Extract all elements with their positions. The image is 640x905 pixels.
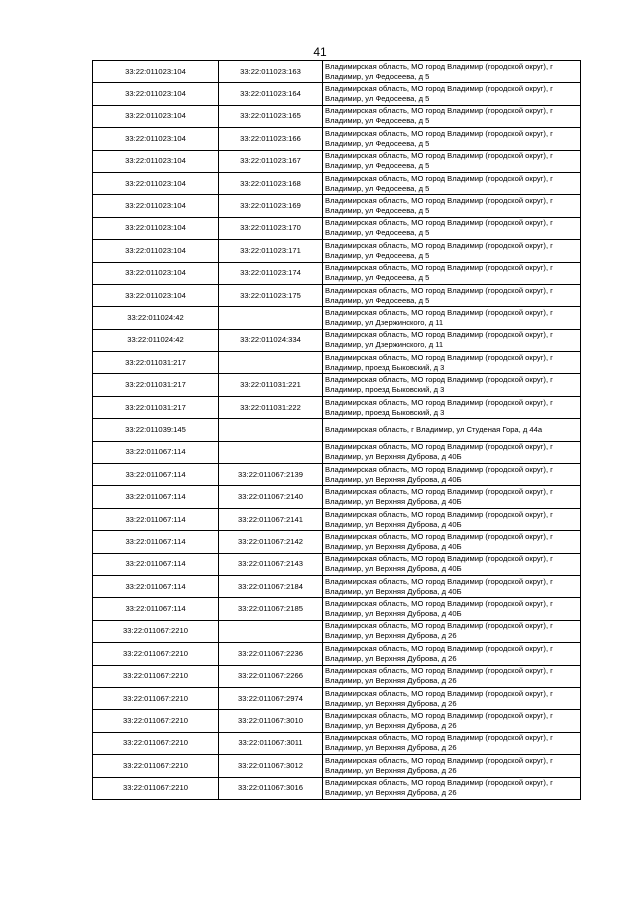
address-cell: Владимирская область, МО город Владимир (городской округ), г Владимир, ул Федосеева, д 5: [323, 83, 581, 105]
parcel-number-cell: 33:22:011067:2210: [93, 777, 219, 799]
address-cell: Владимирская область, МО город Владимир (городской округ), г Владимир, ул Федосеева, д 5: [323, 172, 581, 194]
parcel-number-cell: 33:22:011067:2210: [93, 665, 219, 687]
object-number-cell: 33:22:011067:2974: [219, 687, 323, 709]
parcel-number-cell: 33:22:011023:104: [93, 150, 219, 172]
object-number-cell: 33:22:011067:3011: [219, 732, 323, 754]
table-row: [93, 419, 581, 441]
object-number-cell: 33:22:011067:2184: [219, 575, 323, 597]
parcel-number-cell: 33:22:011067:114: [93, 598, 219, 620]
object-number-cell: 33:22:011067:2236: [219, 643, 323, 665]
table-row: [93, 643, 581, 665]
object-number-cell: 33:22:011023:171: [219, 240, 323, 262]
object-number-cell: [219, 307, 323, 329]
address-cell: Владимирская область, МО город Владимир (городской округ), г Владимир, ул Верхняя Дуброва, д 40Б: [323, 508, 581, 530]
table-row: [93, 262, 581, 284]
table-row: [93, 575, 581, 597]
object-number-cell: 33:22:011067:2140: [219, 486, 323, 508]
table-row: [93, 486, 581, 508]
address-cell: Владимирская область, МО город Владимир (городской округ), г Владимир, проезд Быковский, д 3: [323, 352, 581, 374]
address-cell: Владимирская область, МО город Владимир (городской округ), г Владимир, ул Верхняя Дуброва, д 40Б: [323, 575, 581, 597]
object-number-cell: 33:22:011024:334: [219, 329, 323, 351]
object-number-cell: 33:22:011023:168: [219, 172, 323, 194]
parcel-number-cell: 33:22:011023:104: [93, 217, 219, 239]
table-row: [93, 620, 581, 642]
parcel-number-cell: 33:22:011023:104: [93, 105, 219, 127]
table-row: [93, 508, 581, 530]
address-cell: Владимирская область, МО город Владимир (городской округ), г Владимир, ул Федосеева, д 5: [323, 105, 581, 127]
parcel-number-cell: 33:22:011031:217: [93, 352, 219, 374]
parcel-number-cell: 33:22:011023:104: [93, 61, 219, 83]
table-row: [93, 61, 581, 83]
page-number: 41: [313, 45, 327, 59]
parcel-number-cell: 33:22:011067:114: [93, 441, 219, 463]
parcel-number-cell: 33:22:011023:104: [93, 195, 219, 217]
address-cell: Владимирская область, МО город Владимир (городской округ), г Владимир, ул Верхняя Дуброва, д 26: [323, 777, 581, 799]
table-row: [93, 172, 581, 194]
address-cell: Владимирская область, МО город Владимир (городской округ), г Владимир, ул Федосеева, д 5: [323, 61, 581, 83]
object-number-cell: 33:22:011067:3010: [219, 710, 323, 732]
table-row: [93, 217, 581, 239]
address-cell: Владимирская область, МО город Владимир (городской округ), г Владимир, ул Верхняя Дуброва, д 26: [323, 620, 581, 642]
parcel-number-cell: 33:22:011067:114: [93, 575, 219, 597]
parcel-number-cell: 33:22:011031:217: [93, 396, 219, 418]
object-number-cell: 33:22:011067:2139: [219, 464, 323, 486]
table-row: [93, 710, 581, 732]
object-number-cell: 33:22:011067:2266: [219, 665, 323, 687]
address-cell: Владимирская область, МО город Владимир (городской округ), г Владимир, ул Федосеева, д 5: [323, 195, 581, 217]
object-number-cell: 33:22:011023:167: [219, 150, 323, 172]
parcel-number-cell: 33:22:011023:104: [93, 83, 219, 105]
table-row: [93, 553, 581, 575]
object-number-cell: 33:22:011067:3012: [219, 755, 323, 777]
table-row: [93, 687, 581, 709]
table-body: [93, 61, 581, 800]
parcel-number-cell: 33:22:011024:42: [93, 329, 219, 351]
parcel-number-cell: 33:22:011023:104: [93, 284, 219, 306]
object-number-cell: 33:22:011031:221: [219, 374, 323, 396]
table-row: [93, 307, 581, 329]
address-cell: Владимирская область, МО город Владимир (городской округ), г Владимир, ул Верхняя Дуброва, д 26: [323, 665, 581, 687]
table-row: [93, 531, 581, 553]
parcel-number-cell: 33:22:011067:114: [93, 531, 219, 553]
address-cell: Владимирская область, МО город Владимир (городской округ), г Владимир, ул Верхняя Дуброва, д 26: [323, 687, 581, 709]
parcel-number-cell: 33:22:011067:2210: [93, 620, 219, 642]
object-number-cell: 33:22:011023:174: [219, 262, 323, 284]
table-row: [93, 83, 581, 105]
object-number-cell: 33:22:011031:222: [219, 396, 323, 418]
table-row: [93, 352, 581, 374]
table-row: [93, 105, 581, 127]
address-cell: Владимирская область, МО город Владимир (городской округ), г Владимир, ул Федосеева, д 5: [323, 217, 581, 239]
address-cell: Владимирская область, МО город Владимир (городской округ), г Владимир, ул Верхняя Дуброва, д 40Б: [323, 598, 581, 620]
table-row: [93, 598, 581, 620]
address-cell: Владимирская область, МО город Владимир (городской округ), г Владимир, ул Верхняя Дуброва, д 40Б: [323, 464, 581, 486]
object-number-cell: [219, 441, 323, 463]
table-row: [93, 732, 581, 754]
parcel-number-cell: 33:22:011067:114: [93, 486, 219, 508]
address-cell: Владимирская область, МО город Владимир (городской округ), г Владимир, ул Федосеева, д 5: [323, 240, 581, 262]
address-cell: Владимирская область, МО город Владимир (городской округ), г Владимир, проезд Быковский, д 3: [323, 374, 581, 396]
address-cell: Владимирская область, МО город Владимир (городской округ), г Владимир, ул Федосеева, д 5: [323, 128, 581, 150]
object-number-cell: 33:22:011067:2141: [219, 508, 323, 530]
table-row: [93, 195, 581, 217]
object-number-cell: [219, 352, 323, 374]
object-number-cell: 33:22:011023:165: [219, 105, 323, 127]
object-number-cell: 33:22:011067:2185: [219, 598, 323, 620]
object-number-cell: 33:22:011023:175: [219, 284, 323, 306]
parcel-number-cell: 33:22:011024:42: [93, 307, 219, 329]
parcel-number-cell: 33:22:011023:104: [93, 172, 219, 194]
table-row: [93, 777, 581, 799]
parcel-number-cell: 33:22:011067:2210: [93, 710, 219, 732]
object-number-cell: 33:22:011067:3016: [219, 777, 323, 799]
object-number-cell: [219, 419, 323, 441]
table-row: [93, 441, 581, 463]
table-row: [93, 396, 581, 418]
table-row: [93, 150, 581, 172]
address-cell: Владимирская область, МО город Владимир (городской округ), г Владимир, ул Федосеева, д 5: [323, 150, 581, 172]
table-row: [93, 374, 581, 396]
parcel-number-cell: 33:22:011023:104: [93, 262, 219, 284]
address-cell: Владимирская область, г Владимир, ул Студеная Гора, д 44а: [323, 419, 581, 441]
address-cell: Владимирская область, МО город Владимир (городской округ), г Владимир, ул Федосеева, д 5: [323, 284, 581, 306]
object-number-cell: 33:22:011023:164: [219, 83, 323, 105]
object-number-cell: 33:22:011067:2143: [219, 553, 323, 575]
parcel-number-cell: 33:22:011067:2210: [93, 732, 219, 754]
table-row: [93, 128, 581, 150]
parcel-number-cell: 33:22:011067:2210: [93, 643, 219, 665]
object-number-cell: [219, 620, 323, 642]
address-cell: Владимирская область, МО город Владимир (городской округ), г Владимир, ул Верхняя Дуброва, д 26: [323, 643, 581, 665]
address-cell: Владимирская область, МО город Владимир (городской округ), г Владимир, ул Верхняя Дуброва, д 26: [323, 710, 581, 732]
object-number-cell: 33:22:011023:170: [219, 217, 323, 239]
address-cell: Владимирская область, МО город Владимир (городской округ), г Владимир, ул Федосеева, д 5: [323, 262, 581, 284]
table-row: [93, 464, 581, 486]
object-number-cell: 33:22:011023:169: [219, 195, 323, 217]
address-cell: Владимирская область, МО город Владимир (городской округ), г Владимир, ул Верхняя Дуброва, д 40Б: [323, 486, 581, 508]
address-cell: Владимирская область, МО город Владимир (городской округ), г Владимир, ул Верхняя Дуброва, д 40Б: [323, 553, 581, 575]
parcel-number-cell: 33:22:011031:217: [93, 374, 219, 396]
parcel-number-cell: 33:22:011067:114: [93, 464, 219, 486]
parcel-number-cell: 33:22:011067:114: [93, 553, 219, 575]
parcel-number-cell: 33:22:011067:114: [93, 508, 219, 530]
parcel-number-cell: 33:22:011023:104: [93, 128, 219, 150]
object-number-cell: 33:22:011067:2142: [219, 531, 323, 553]
address-cell: Владимирская область, МО город Владимир (городской округ), г Владимир, ул Верхняя Дуброва, д 26: [323, 732, 581, 754]
parcel-number-cell: 33:22:011067:2210: [93, 687, 219, 709]
parcel-number-cell: 33:22:011067:2210: [93, 755, 219, 777]
parcel-number-cell: 33:22:011023:104: [93, 240, 219, 262]
cadastral-table: [92, 60, 581, 800]
object-number-cell: 33:22:011023:163: [219, 61, 323, 83]
table-row: [93, 329, 581, 351]
table-row: [93, 240, 581, 262]
table-row: [93, 284, 581, 306]
address-cell: Владимирская область, МО город Владимир (городской округ), г Владимир, ул Дзержинского, д 11: [323, 307, 581, 329]
address-cell: Владимирская область, МО город Владимир (городской округ), г Владимир, ул Верхняя Дуброва, д 40Б: [323, 441, 581, 463]
address-cell: Владимирская область, МО город Владимир (городской округ), г Владимир, ул Верхняя Дуброва, д 26: [323, 755, 581, 777]
object-number-cell: 33:22:011023:166: [219, 128, 323, 150]
table-row: [93, 665, 581, 687]
parcel-number-cell: 33:22:011039:145: [93, 419, 219, 441]
table-row: [93, 755, 581, 777]
address-cell: Владимирская область, МО город Владимир (городской округ), г Владимир, ул Верхняя Дуброва, д 40Б: [323, 531, 581, 553]
address-cell: Владимирская область, МО город Владимир (городской округ), г Владимир, проезд Быковский, д 3: [323, 396, 581, 418]
address-cell: Владимирская область, МО город Владимир (городской округ), г Владимир, ул Дзержинского, д 11: [323, 329, 581, 351]
